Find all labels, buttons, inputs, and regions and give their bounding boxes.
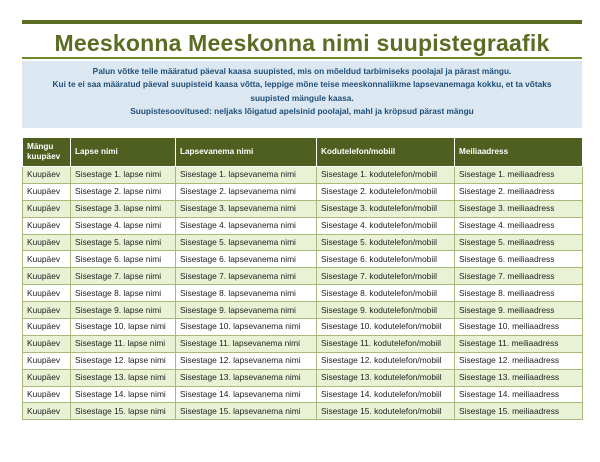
email-cell[interactable]: Sisestage 10. meiliaadress <box>455 319 583 336</box>
table-row <box>23 285 583 302</box>
date-cell[interactable]: Kuupäev <box>23 217 71 234</box>
email-cell[interactable]: Sisestage 5. meiliaadress <box>455 234 583 251</box>
date-cell[interactable]: Kuupäev <box>23 285 71 302</box>
title-underline <box>22 57 582 59</box>
parent-name-cell[interactable]: Sisestage 9. lapsevanema nimi <box>176 302 317 319</box>
table-row <box>23 200 583 217</box>
parent-name-cell[interactable]: Sisestage 1. lapsevanema nimi <box>176 167 317 184</box>
child-name-cell[interactable]: Sisestage 5. lapse nimi <box>71 234 176 251</box>
parent-name-cell[interactable]: Sisestage 6. lapsevanema nimi <box>176 251 317 268</box>
email-cell[interactable]: Sisestage 9. meiliaadress <box>455 302 583 319</box>
parent-name-cell[interactable]: Sisestage 12. lapsevanema nimi <box>176 352 317 369</box>
email-cell[interactable]: Sisestage 6. meiliaadress <box>455 251 583 268</box>
phone-cell[interactable]: Sisestage 10. kodutelefon/mobiil <box>317 319 455 336</box>
email-cell[interactable]: Sisestage 1. meiliaadress <box>455 167 583 184</box>
table-row <box>23 335 583 352</box>
date-cell[interactable]: Kuupäev <box>23 403 71 420</box>
child-name-cell[interactable]: Sisestage 2. lapse nimi <box>71 183 176 200</box>
parent-name-cell[interactable]: Sisestage 8. lapsevanema nimi <box>176 285 317 302</box>
instructions-box <box>22 61 582 128</box>
child-name-cell[interactable]: Sisestage 7. lapse nimi <box>71 268 176 285</box>
phone-cell[interactable]: Sisestage 9. kodutelefon/mobiil <box>317 302 455 319</box>
phone-cell[interactable]: Sisestage 13. kodutelefon/mobiil <box>317 369 455 386</box>
parent-name-cell[interactable]: Sisestage 10. lapsevanema nimi <box>176 319 317 336</box>
phone-cell[interactable]: Sisestage 8. kodutelefon/mobiil <box>317 285 455 302</box>
email-cell[interactable]: Sisestage 14. meiliaadress <box>455 386 583 403</box>
email-cell[interactable]: Sisestage 2. meiliaadress <box>455 183 583 200</box>
table-row <box>23 369 583 386</box>
child-name-cell[interactable]: Sisestage 11. lapse nimi <box>71 335 176 352</box>
date-cell[interactable]: Kuupäev <box>23 302 71 319</box>
table-row <box>23 183 583 200</box>
table-row <box>23 234 583 251</box>
child-name-cell[interactable]: Sisestage 1. lapse nimi <box>71 167 176 184</box>
date-cell[interactable]: Kuupäev <box>23 386 71 403</box>
date-cell[interactable]: Kuupäev <box>23 167 71 184</box>
child-name-cell[interactable]: Sisestage 12. lapse nimi <box>71 352 176 369</box>
parent-name-cell[interactable]: Sisestage 5. lapsevanema nimi <box>176 234 317 251</box>
child-name-cell[interactable]: Sisestage 8. lapse nimi <box>71 285 176 302</box>
parent-name-cell[interactable]: Sisestage 4. lapsevanema nimi <box>176 217 317 234</box>
parent-name-cell[interactable]: Sisestage 13. lapsevanema nimi <box>176 369 317 386</box>
email-cell[interactable]: Sisestage 13. meiliaadress <box>455 369 583 386</box>
top-rule <box>22 20 582 24</box>
child-name-cell[interactable]: Sisestage 13. lapse nimi <box>71 369 176 386</box>
header-game-date: Mängu kuupäev <box>23 138 71 167</box>
phone-cell[interactable]: Sisestage 1. kodutelefon/mobiil <box>317 167 455 184</box>
child-name-cell[interactable]: Sisestage 10. lapse nimi <box>71 319 176 336</box>
instructions-line-1: Palun võtke teile määratud päeval kaasa suupisted, mis on mõeldud tarbimiseks poolajal ja pärast mängu. <box>92 66 512 76</box>
child-name-cell[interactable]: Sisestage 4. lapse nimi <box>71 217 176 234</box>
phone-cell[interactable]: Sisestage 15. kodutelefon/mobiil <box>317 403 455 420</box>
phone-cell[interactable]: Sisestage 11. kodutelefon/mobiil <box>317 335 455 352</box>
email-cell[interactable]: Sisestage 15. meiliaadress <box>455 403 583 420</box>
date-cell[interactable]: Kuupäev <box>23 234 71 251</box>
snack-schedule-table <box>22 137 583 420</box>
table-row <box>23 352 583 369</box>
table-header-row <box>23 138 583 167</box>
child-name-cell[interactable]: Sisestage 3. lapse nimi <box>71 200 176 217</box>
email-cell[interactable]: Sisestage 4. meiliaadress <box>455 217 583 234</box>
table-row <box>23 403 583 420</box>
header-parent-name: Lapsevanema nimi <box>176 138 317 167</box>
parent-name-cell[interactable]: Sisestage 11. lapsevanema nimi <box>176 335 317 352</box>
phone-cell[interactable]: Sisestage 2. kodutelefon/mobiil <box>317 183 455 200</box>
child-name-cell[interactable]: Sisestage 14. lapse nimi <box>71 386 176 403</box>
phone-cell[interactable]: Sisestage 6. kodutelefon/mobiil <box>317 251 455 268</box>
table-row <box>23 217 583 234</box>
table-row <box>23 319 583 336</box>
phone-cell[interactable]: Sisestage 12. kodutelefon/mobiil <box>317 352 455 369</box>
phone-cell[interactable]: Sisestage 14. kodutelefon/mobiil <box>317 386 455 403</box>
table-row <box>23 302 583 319</box>
instructions-line-2: Kui te ei saa määratud päeval suupisteid kaasa võtta, leppige mõne teise meeskonnaliikme lapsevanemaga kokku, et ta võtaks suupisted mängule kaasa. <box>52 79 552 103</box>
phone-cell[interactable]: Sisestage 7. kodutelefon/mobiil <box>317 268 455 285</box>
parent-name-cell[interactable]: Sisestage 7. lapsevanema nimi <box>176 268 317 285</box>
date-cell[interactable]: Kuupäev <box>23 268 71 285</box>
parent-name-cell[interactable]: Sisestage 2. lapsevanema nimi <box>176 183 317 200</box>
table-row <box>23 386 583 403</box>
parent-name-cell[interactable]: Sisestage 3. lapsevanema nimi <box>176 200 317 217</box>
parent-name-cell[interactable]: Sisestage 14. lapsevanema nimi <box>176 386 317 403</box>
phone-cell[interactable]: Sisestage 4. kodutelefon/mobiil <box>317 217 455 234</box>
phone-cell[interactable]: Sisestage 3. kodutelefon/mobiil <box>317 200 455 217</box>
date-cell[interactable]: Kuupäev <box>23 251 71 268</box>
page-title: Meeskonna Meeskonna nimi suupistegraafik <box>54 30 550 56</box>
table-row <box>23 251 583 268</box>
parent-name-cell[interactable]: Sisestage 15. lapsevanema nimi <box>176 403 317 420</box>
email-cell[interactable]: Sisestage 11. meiliaadress <box>455 335 583 352</box>
email-cell[interactable]: Sisestage 3. meiliaadress <box>455 200 583 217</box>
date-cell[interactable]: Kuupäev <box>23 352 71 369</box>
date-cell[interactable]: Kuupäev <box>23 183 71 200</box>
date-cell[interactable]: Kuupäev <box>23 200 71 217</box>
date-cell[interactable]: Kuupäev <box>23 319 71 336</box>
header-child-name: Lapse nimi <box>71 138 176 167</box>
phone-cell[interactable]: Sisestage 5. kodutelefon/mobiil <box>317 234 455 251</box>
email-cell[interactable]: Sisestage 12. meiliaadress <box>455 352 583 369</box>
date-cell[interactable]: Kuupäev <box>23 369 71 386</box>
child-name-cell[interactable]: Sisestage 9. lapse nimi <box>71 302 176 319</box>
instructions-line-3: Suupistesoovitused: neljaks lõigatud apelsinid poolajal, mahl ja kröpsud pärast mängu <box>130 106 474 117</box>
table-row <box>23 167 583 184</box>
email-cell[interactable]: Sisestage 8. meiliaadress <box>455 285 583 302</box>
date-cell[interactable]: Kuupäev <box>23 335 71 352</box>
table-row <box>23 268 583 285</box>
child-name-cell[interactable]: Sisestage 6. lapse nimi <box>71 251 176 268</box>
child-name-cell[interactable]: Sisestage 15. lapse nimi <box>71 403 176 420</box>
header-phone: Kodutelefon/mobiil <box>317 138 455 167</box>
header-email: Meiliaadress <box>455 138 583 167</box>
email-cell[interactable]: Sisestage 7. meiliaadress <box>455 268 583 285</box>
